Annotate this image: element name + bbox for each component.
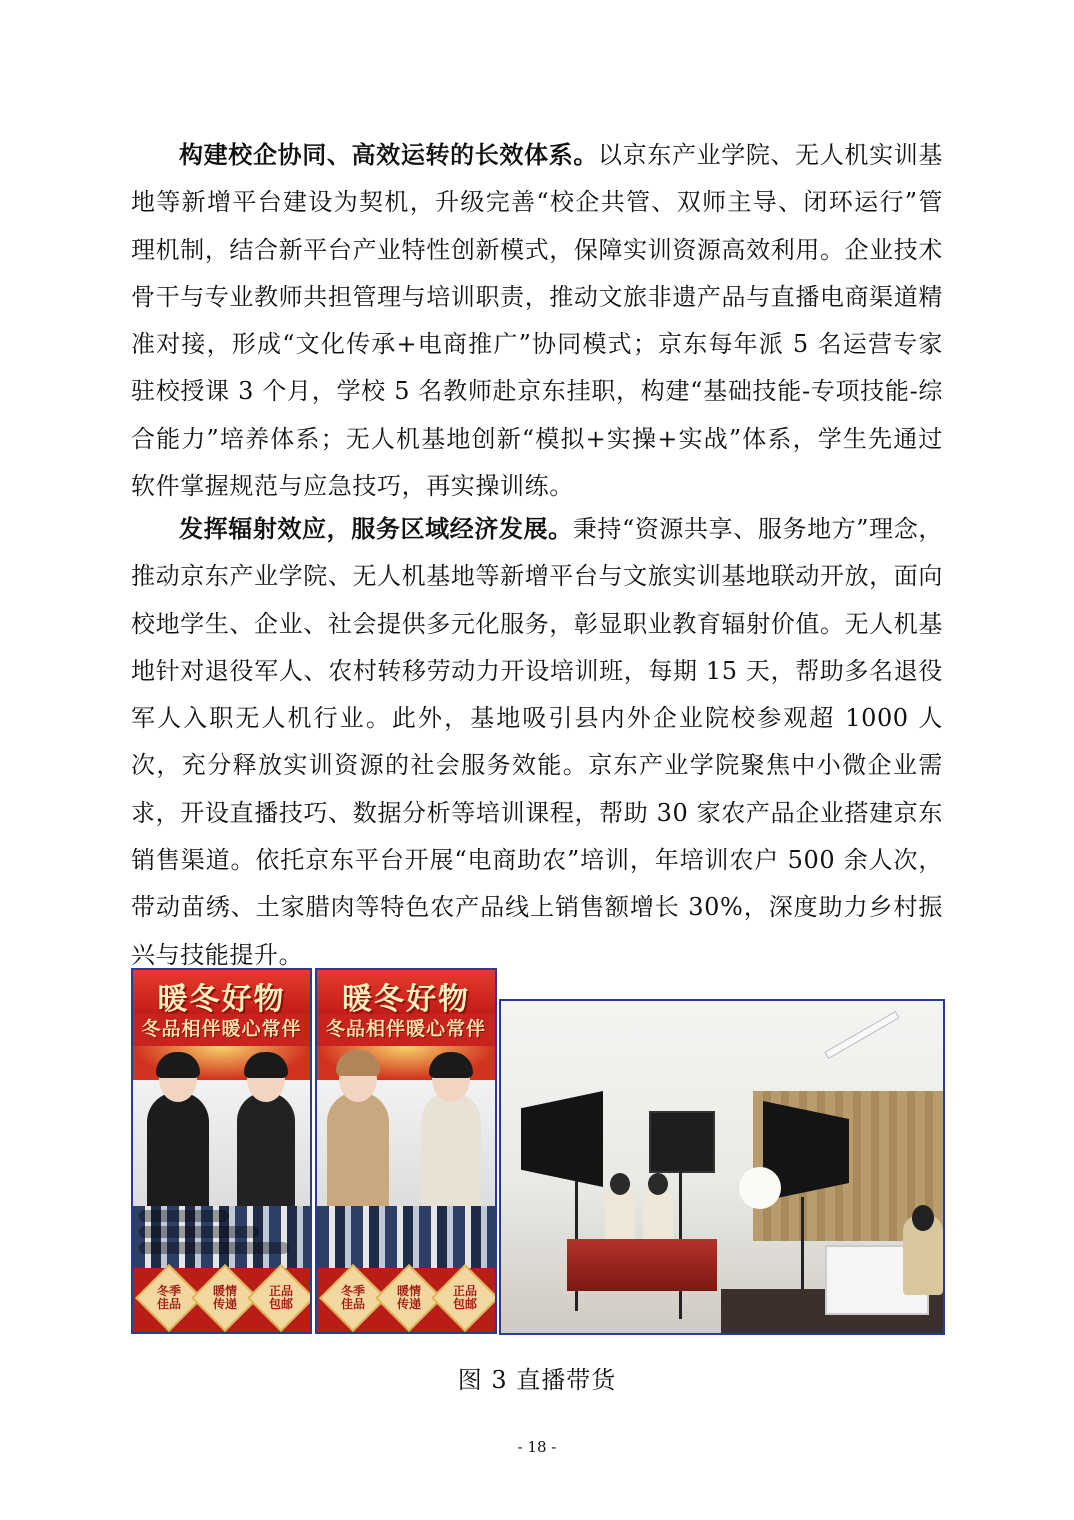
page-number: - 18 - <box>517 1438 557 1456</box>
live-banner-subtitle: 冬品相伴暖心常伴 <box>141 1018 302 1040</box>
host-figure <box>421 1092 481 1212</box>
paragraph-1-body: 以京东产业学院、无人机实训基地等新增平台建设为契机，升级完善“校企共管、双师主导、闭环运行”管理机制，结合新平台产业特性创新模式，保障实训资源高效利用。企业技术骨干与专业教师共担管理与培训职责，推动文旅非遗产品与直播电商渠道精准对接，形成“文化传承+电商推广”协同模式；京东每年派 5 名运营专家驻校授课 3 个月，学校 5 名教师赴京东挂职，构建“基础技能-专项技能-综合能力”培养体系；无人机基地创新“模拟+实操+实战”体系，学生先通过软件掌握规范与应急技巧，再实操训练。 <box>131 141 944 501</box>
host-figure <box>327 1092 389 1212</box>
paragraph-2-lead: 发挥辐射效应，服务区域经济发展。 <box>179 514 573 543</box>
paragraph-2-body: 秉持“资源共享、服务地方”理念，推动京东产业学院、无人机基地等新增平台与文旅实训基地联动开放，面向校地学生、企业、社会提供多元化服务，彰显职业教育辐射价值。无人机基地针对退役军人、农村转移劳动力开设培训班，每期 15 天，帮助多名退役军人入职无人机行业。此外，基地吸引县内外企业院校参观超 1000 人次，充分释放实训资源的社会服务效能。京东产业学院聚焦中小微企业需求，开设直播技巧、数据分析等培训课程，帮助 30 家农产品企业搭建京东销售渠道。依托京东平台开展“电商助农”培训，年培训农户 500 余人次，带动苗绣、土家腊肉等特色农产品线上销售额增长 30%，深度助力乡村振兴与技能提升。 <box>131 515 943 969</box>
host-figure <box>237 1092 295 1212</box>
paragraph-2 <box>131 505 943 979</box>
promo-chip: 正品包邮 <box>431 1264 497 1332</box>
host-figure <box>147 1092 209 1212</box>
promo-chip: 冬季佳品 <box>135 1264 203 1332</box>
studio-photo <box>499 999 945 1335</box>
livestream-photo-2 <box>315 968 497 1334</box>
live-banner-subtitle: 冬品相伴暖心常伴 <box>325 1018 486 1040</box>
paragraph-1 <box>131 131 943 510</box>
live-desk <box>567 1239 717 1291</box>
figure-caption: 图 3 直播带货 <box>457 1366 617 1394</box>
promo-chip: 正品包邮 <box>247 1264 312 1332</box>
paragraph-1-lead: 构建校企协同、高效运转的长效体系。 <box>179 140 598 169</box>
livestream-photo-1 <box>131 968 312 1334</box>
promo-chip: 冬季佳品 <box>319 1264 387 1332</box>
promo-chip: 暖情传递 <box>191 1264 259 1332</box>
promo-chip: 暖情传递 <box>375 1264 443 1332</box>
led-panel-light <box>649 1111 715 1173</box>
live-banner-title: 暖冬好物 <box>342 982 470 1017</box>
live-banner-title: 暖冬好物 <box>157 982 286 1017</box>
